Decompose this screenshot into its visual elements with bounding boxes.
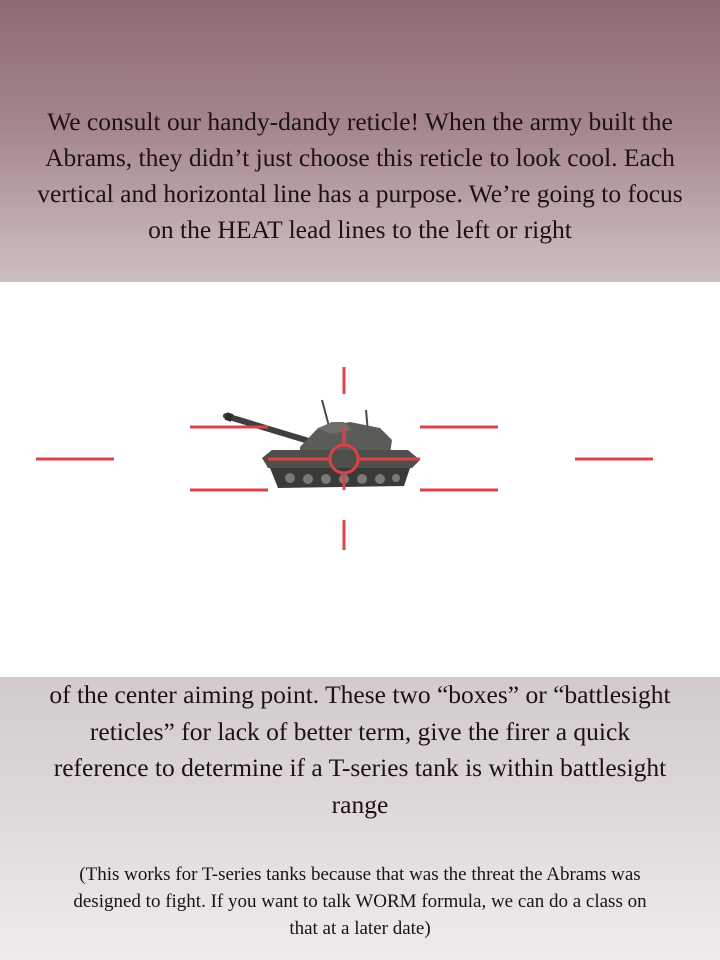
tank-image [226,400,420,488]
top-caption-panel [0,0,720,282]
reticle-panel [0,282,720,677]
gunsight-reticle [0,282,720,677]
footnote-text: (This works for T-series tanks because that was the threat the Abrams was designed to fight. If you want to talk WORM formula, we can do a class on that at a later date) [73,864,647,939]
top-caption-text: We consult our handy-dandy reticle! When the army built the Abrams, they didn’t just choose this reticle to look cool. Each vertical and horizontal line has a purpose. We’re going to focus on the HEAT lead lines to the left or right [37,107,683,244]
bottom-caption-text: of the center aiming point. These two “boxes” or “battlesight reticles” for lack of better term, give the firer a quick reference to determine if a T-series tank is within battlesight range [49,680,671,819]
bottom-caption-panel [0,677,720,960]
